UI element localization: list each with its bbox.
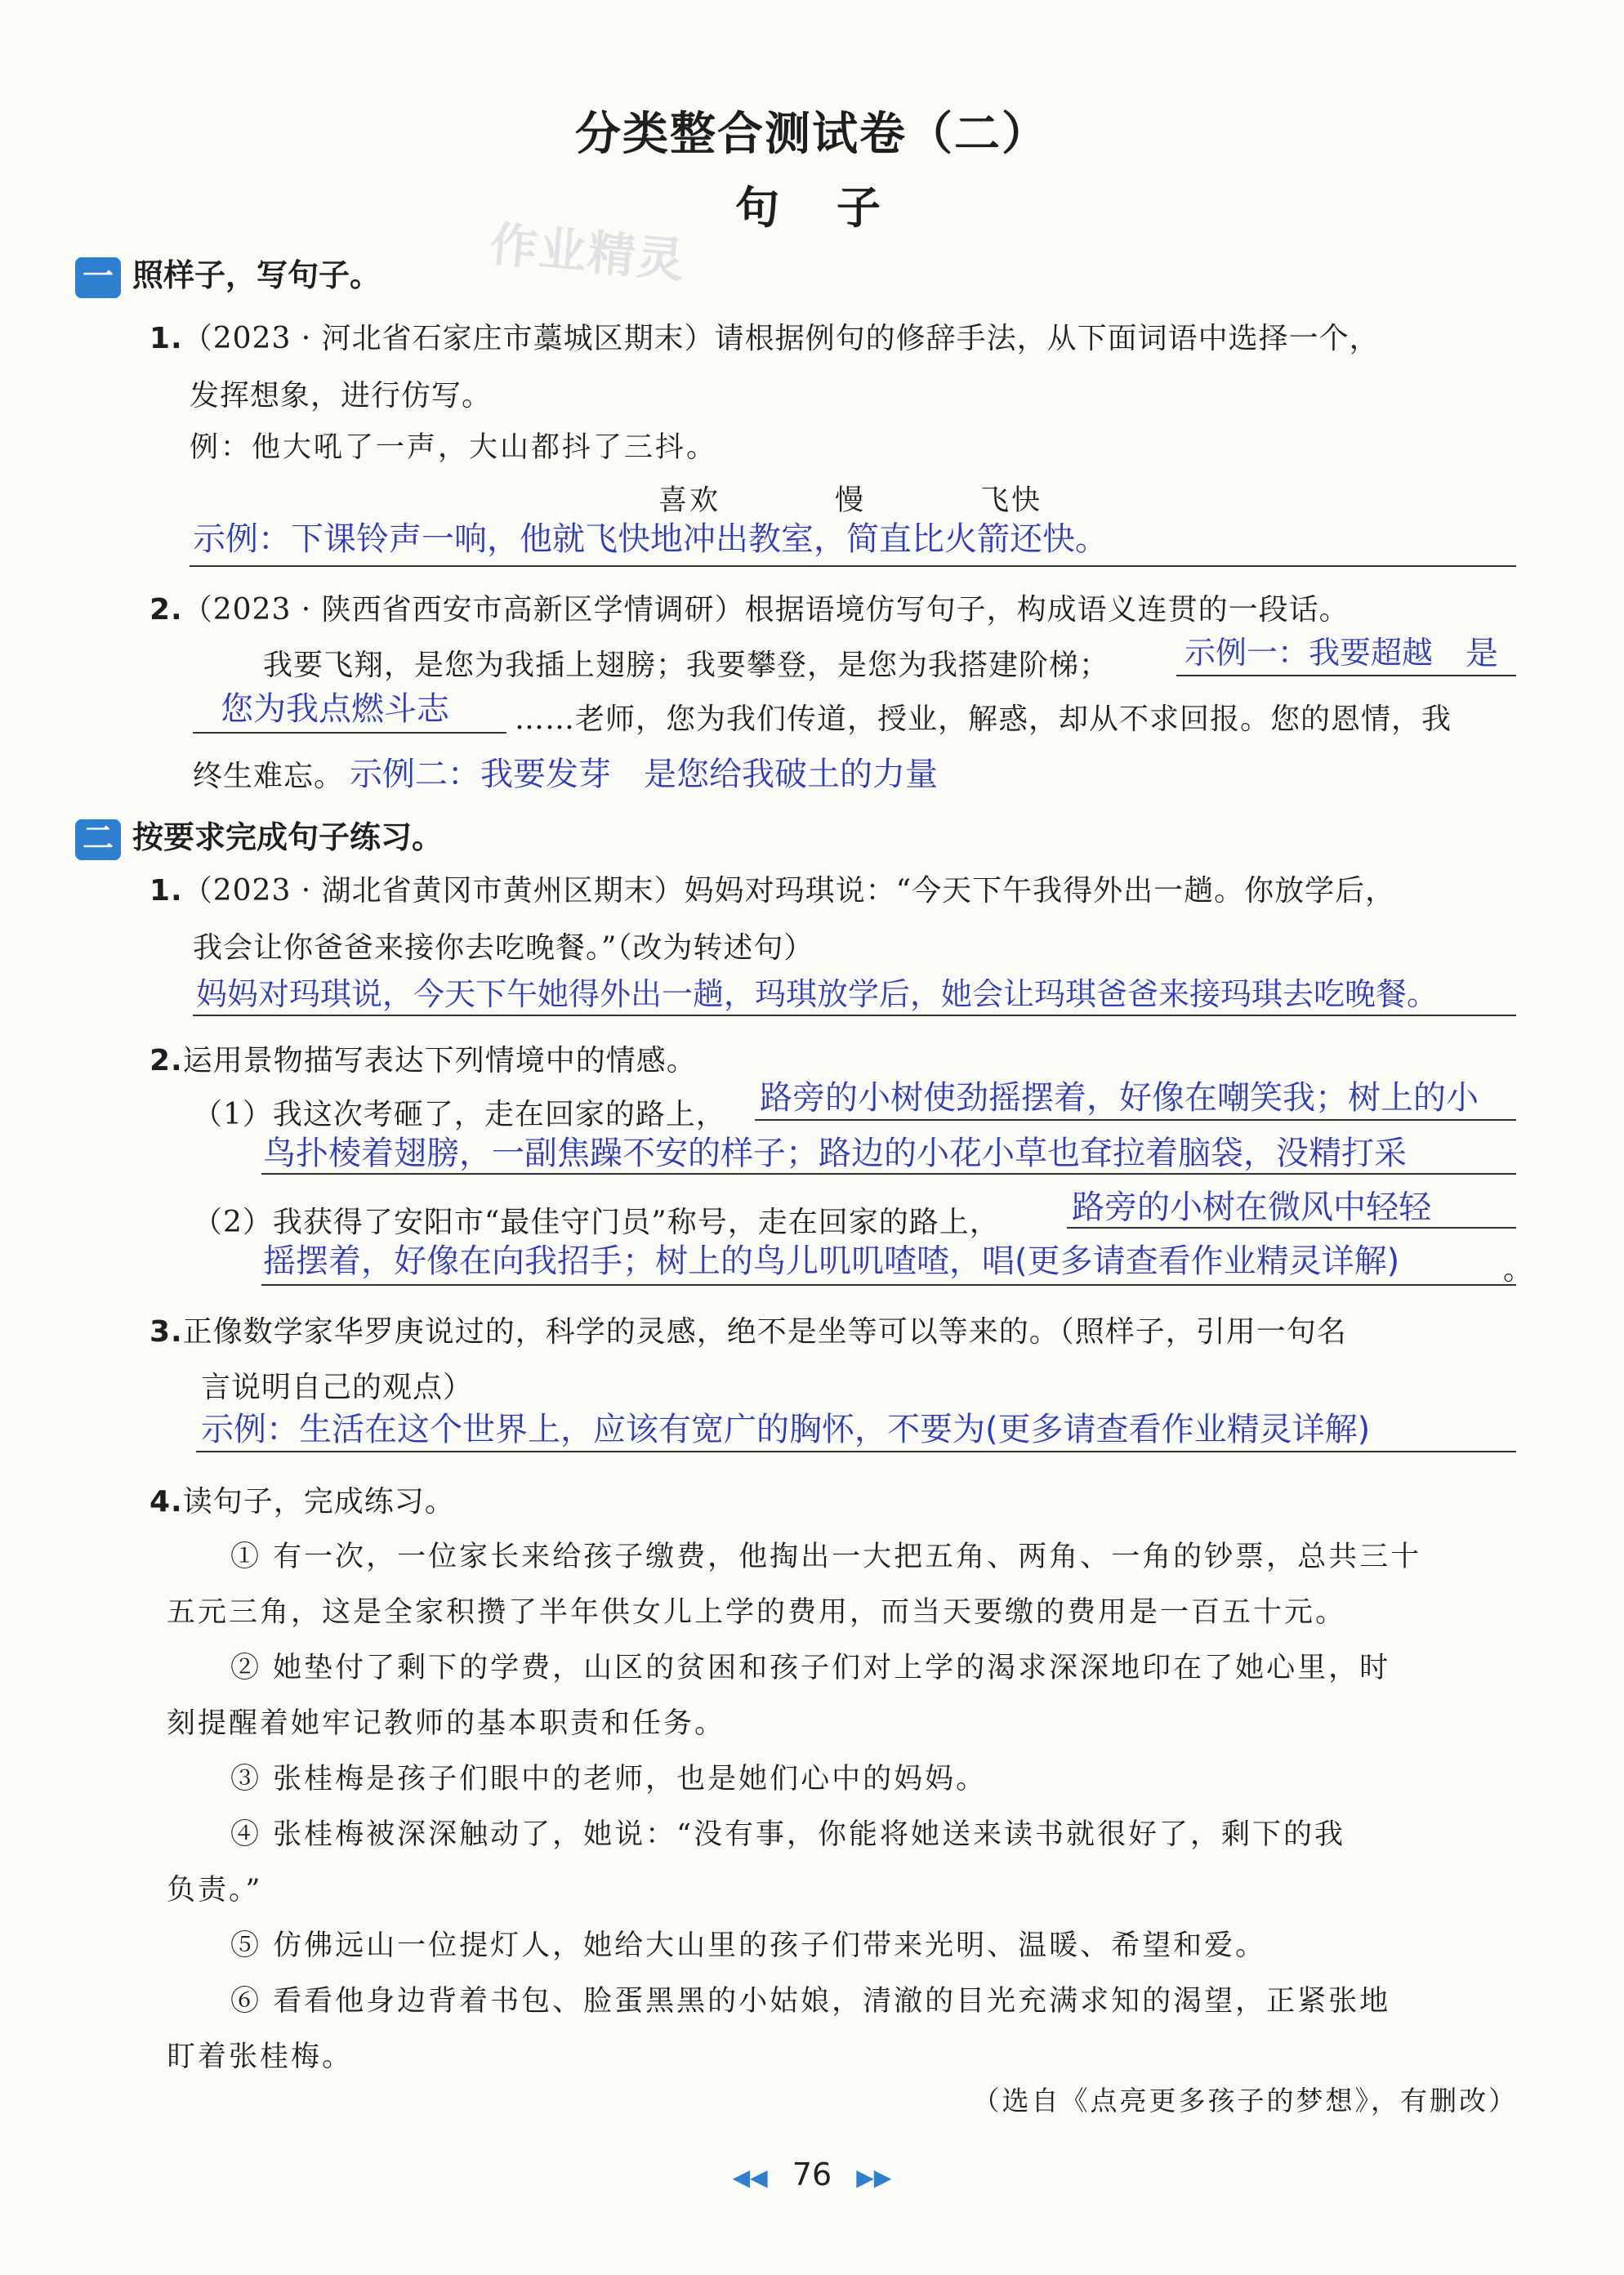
- answer-line: [190, 565, 1516, 567]
- answer-line: [193, 1015, 1516, 1016]
- answer-line: [261, 1173, 1516, 1175]
- passage-para-2-line-1: ② 她垫付了剩下的学费，山区的贫困和孩子们对上学的渴求深深地印在了她心里，时: [230, 1652, 1391, 1684]
- page-subtitle: 句子: [735, 181, 938, 234]
- s2-q2-part2-dot: 。: [1503, 1253, 1534, 1287]
- section-1-title: 照样子，写句子。: [132, 257, 381, 293]
- s2-q2-part2-answer-2: 摇摆着，好像在向我招手；树上的鸟儿叽叽喳喳，唱(更多请查看作业精灵详解): [263, 1242, 1400, 1280]
- s1-q2-answer-1: 示例一：我要超越: [1185, 635, 1434, 671]
- passage-para-4-line-2: 负责。”: [167, 1874, 263, 1907]
- passage-source: （选自《点亮更多孩子的梦想》，有删改）: [972, 2085, 1518, 2117]
- s1-q2-number: 2.: [149, 593, 183, 627]
- s2-q2-part2-answer-1: 路旁的小树在微风中轻轻: [1072, 1189, 1431, 1226]
- s1-q2-answer-3: 示例二：我要发芽 是您给我破土的力量: [350, 756, 938, 793]
- s1-q2-answer-1b: 是: [1466, 635, 1498, 672]
- section-2-badge: 二: [75, 819, 121, 860]
- section-1-badge: 一: [75, 257, 121, 298]
- passage-para-1-line-1: ① 有一次，一位家长来给孩子缴费，他掏出一大把五角、两角、一角的钞票，总共三十: [230, 1541, 1422, 1573]
- section-2-heading: [75, 812, 443, 860]
- page-number: 76: [792, 2157, 832, 2192]
- s1-q1-word-3: 飞快: [980, 484, 1043, 517]
- s2-q1-prompt: （2023 · 湖北省黄冈市黄州区期末）妈妈对玛琪说：“今天下午我得外出一趟。你放学后，: [182, 874, 1396, 908]
- s2-q3-prompt: 正像数学家华罗庚说过的，科学的灵感，绝不是坐等可以等来的。（照样子，引用一句名: [182, 1315, 1347, 1349]
- page-title: 分类整合测试卷（二）: [575, 107, 1049, 161]
- s2-q1-answer: 妈妈对玛琪说，今天下午她得外出一趟，玛琪放学后，她会让玛琪爸爸来接玛琪去吃晚餐。: [196, 976, 1439, 1012]
- passage-para-3: ③ 张桂梅是孩子们眼中的老师，也是她们心中的妈妈。: [230, 1763, 988, 1795]
- s2-q4-prompt: 读句子，完成练习。: [182, 1485, 455, 1519]
- answer-line: [755, 1119, 1516, 1121]
- s1-q1-line1: [149, 315, 1380, 357]
- s1-q2-line2: 我要飞翔，是您为我插上翅膀；我要攀登，是您为我搭建阶梯；: [263, 649, 1110, 682]
- s2-q2-part1-answer-1: 路旁的小树使劲摇摆着，好像在嘲笑我；树上的小: [760, 1079, 1479, 1117]
- s2-q3-line2: 言说明自己的观点）: [201, 1371, 474, 1404]
- s2-q1-line1: [149, 868, 1395, 909]
- answer-line: [193, 732, 506, 734]
- next-arrows-icon: ▶▶: [856, 2164, 892, 2191]
- section-2-title: 按要求完成句子练习。: [132, 819, 444, 855]
- s2-q2-part1-answer-2: 鸟扑棱着翅膀，一副焦躁不安的样子；路边的小花小草也耷拉着脑袋，没精打采: [263, 1135, 1407, 1172]
- s2-q1-line2: 我会让你爸爸来接你去吃晚餐。”（改为转述句）: [193, 931, 814, 965]
- s1-q1-example: 例：他大吼了一声，大山都抖了三抖。: [190, 431, 718, 464]
- s1-q1-number: 1.: [149, 322, 183, 355]
- passage-para-6-line-2: 盯着张桂梅。: [167, 2041, 354, 2073]
- s2-q3-line1: [149, 1309, 1347, 1350]
- prev-arrows-icon: ◀◀: [732, 2164, 768, 2191]
- s1-q2-line1: [149, 587, 1350, 628]
- s2-q4-line1: [149, 1479, 455, 1520]
- s1-q1-word-1: 喜欢: [658, 484, 721, 517]
- passage-para-2-line-2: 刻提醒着她牢记教师的基本职责和任务。: [167, 1707, 726, 1740]
- page-footer: [0, 2157, 1624, 2192]
- s2-q2-prompt: 运用景物描写表达下列情境中的情感。: [182, 1044, 697, 1077]
- s1-q2-line3: ……老师，您为我们传道，授业，解惑，却从不求回报。您的恩情，我: [515, 703, 1452, 736]
- s2-q3-answer: 示例：生活在这个世界上，应该有宽广的胸怀，不要为(更多请查看作业精灵详解): [201, 1411, 1371, 1448]
- section-1-heading: [75, 250, 381, 298]
- answer-line: [196, 1451, 1516, 1452]
- s1-q1-word-2: 慢: [835, 484, 867, 517]
- watermark: 作业精灵: [488, 216, 689, 289]
- s2-q1-number: 1.: [149, 874, 183, 908]
- answer-line: [1067, 1227, 1516, 1229]
- s2-q2-line1: [149, 1037, 697, 1079]
- s2-q4-number: 4.: [149, 1485, 183, 1519]
- s1-q1-answer: 示例：下课铃声一响，他就飞快地冲出教室，简直比火箭还快。: [193, 520, 1108, 558]
- s2-q3-number: 3.: [149, 1315, 183, 1349]
- passage-para-4-line-1: ④ 张桂梅被深深触动了，她说：“没有事，你能将她送来读书就很好了，剩下的我: [230, 1818, 1346, 1851]
- passage-para-5: ⑤ 仿佛远山一位提灯人，她给大山里的孩子们带来光明、温暖、希望和爱。: [230, 1929, 1267, 1962]
- s1-q1-prompt: （2023 · 河北省石家庄市藁城区期末）请根据例句的修辞手法，从下面词语中选择一个，: [182, 322, 1380, 355]
- answer-line: [261, 1284, 1516, 1286]
- s2-q2-part2: （2）我获得了安阳市“最佳守门员”称号，走在回家的路上，: [193, 1206, 1000, 1239]
- answer-line: [1176, 675, 1516, 676]
- s1-q1-line2: 发挥想象，进行仿写。: [190, 379, 493, 413]
- s1-q2-line4: 终生难忘。: [193, 760, 345, 793]
- s1-q2-prompt: （2023 · 陕西省西安市高新区学情调研）根据语境仿写句子，构成语义连贯的一段话。: [182, 593, 1350, 627]
- s1-q2-answer-2: 您为我点燃斗志: [221, 690, 449, 728]
- s2-q2-part1: （1）我这次考砸了，走在回家的路上，: [193, 1098, 726, 1131]
- passage-para-1-line-2: 五元三角，这是全家积攒了半年供女儿上学的费用，而当天要缴的费用是一百五十元。: [167, 1596, 1347, 1629]
- passage-para-6-line-1: ⑥ 看看他身边背着书包、脸蛋黑黑的小姑娘，清澈的目光充满求知的渴望，正紧张地: [230, 1985, 1391, 2018]
- s2-q2-number: 2.: [149, 1044, 183, 1077]
